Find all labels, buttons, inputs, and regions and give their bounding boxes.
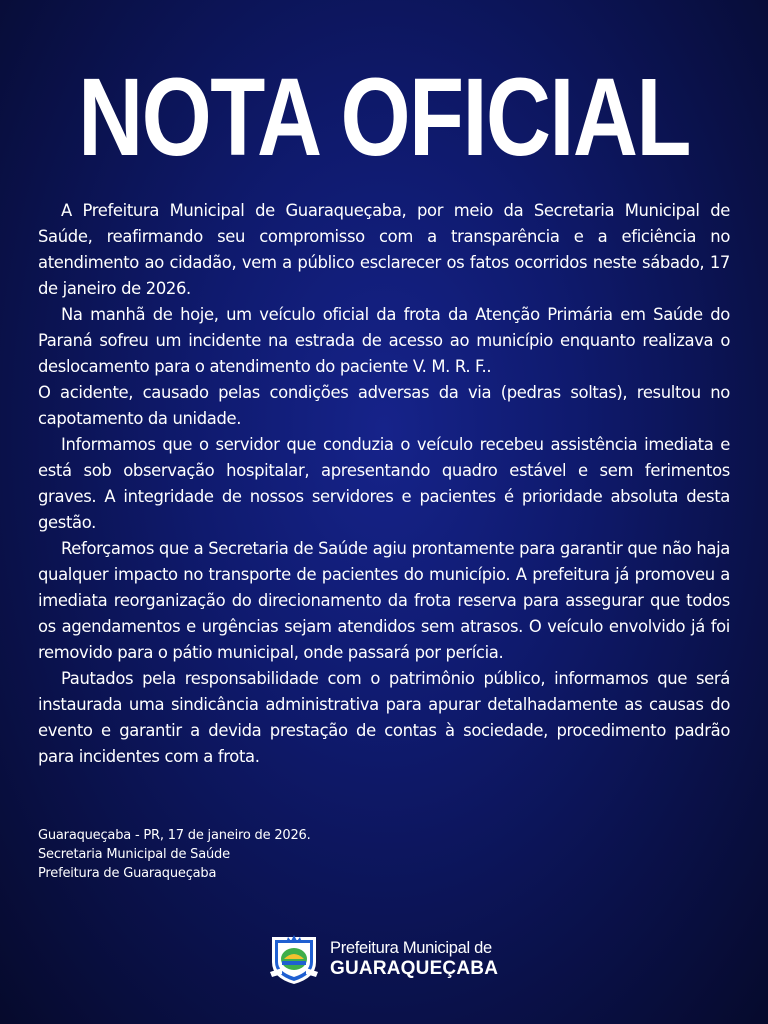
signature-city-hall: Prefeitura de Guaraqueçaba — [38, 866, 217, 881]
logo-line2: GUARAQUEÇABA — [330, 957, 499, 979]
paragraph-response: Reforçamos que a Secretaria de Saúde agiu prontamente para garantir que não haja qualquer impacto no transporte de pacientes do município. A prefeitura já promoveu a imediata reorganização do direcionamento da frota reserva para assegurar que todos os agendamentos e urgências sejam atendidos sem atrasos. O veículo envolvido já foi removido para o pátio municipal, onde passará por perícia. — [38, 539, 730, 662]
page-title: NOTA OFICIAL — [78, 56, 690, 179]
paragraph-accident-cause: O acidente, causado pelas condições adversas da via (pedras soltas), resultou no capotamento da unidade. — [38, 383, 730, 428]
signature-place-date: Guaraqueçaba - PR, 17 de janeiro de 2026. — [38, 828, 311, 843]
logo-line1: Prefeitura Municipal de — [330, 938, 492, 957]
municipal-crest-icon — [268, 932, 320, 986]
official-note-body — [38, 198, 730, 770]
signature-department: Secretaria Municipal de Saúde — [38, 847, 230, 862]
paragraph-incident: Na manhã de hoje, um veículo oficial da frota da Atenção Primária em Saúde do Paraná sofreu um incidente na estrada de acesso ao município enquanto realizava o deslocamento para o atendimento do paciente V. M. R. F.. — [38, 305, 730, 376]
paragraph-investigation: Pautados pela responsabilidade com o patrimônio público, informamos que será instaurada uma sindicância administrativa para apurar detalhadamente as causas do evento e garantir a devida prestação de contas à sociedade, procedimento padrão para incidentes com a frota. — [38, 669, 730, 766]
signature-block — [38, 826, 311, 883]
paragraph-driver-status: Informamos que o servidor que conduzia o veículo recebeu assistência imediata e está sob observação hospitalar, apresentando quadro estável e sem ferimentos graves. A integridade de nossos servidores e pacientes é prioridade absoluta desta gestão. — [38, 435, 730, 532]
prefeitura-logo — [268, 932, 498, 986]
paragraph-intro: A Prefeitura Municipal de Guaraqueçaba, por meio da Secretaria Municipal de Saúde, reafirmando seu compromisso com a transparência e a eficiência no atendimento ao cidadão, vem a público esclarecer os fatos ocorridos neste sábado, 17 de janeiro de 2026. — [38, 201, 730, 298]
logo-text — [330, 939, 498, 980]
